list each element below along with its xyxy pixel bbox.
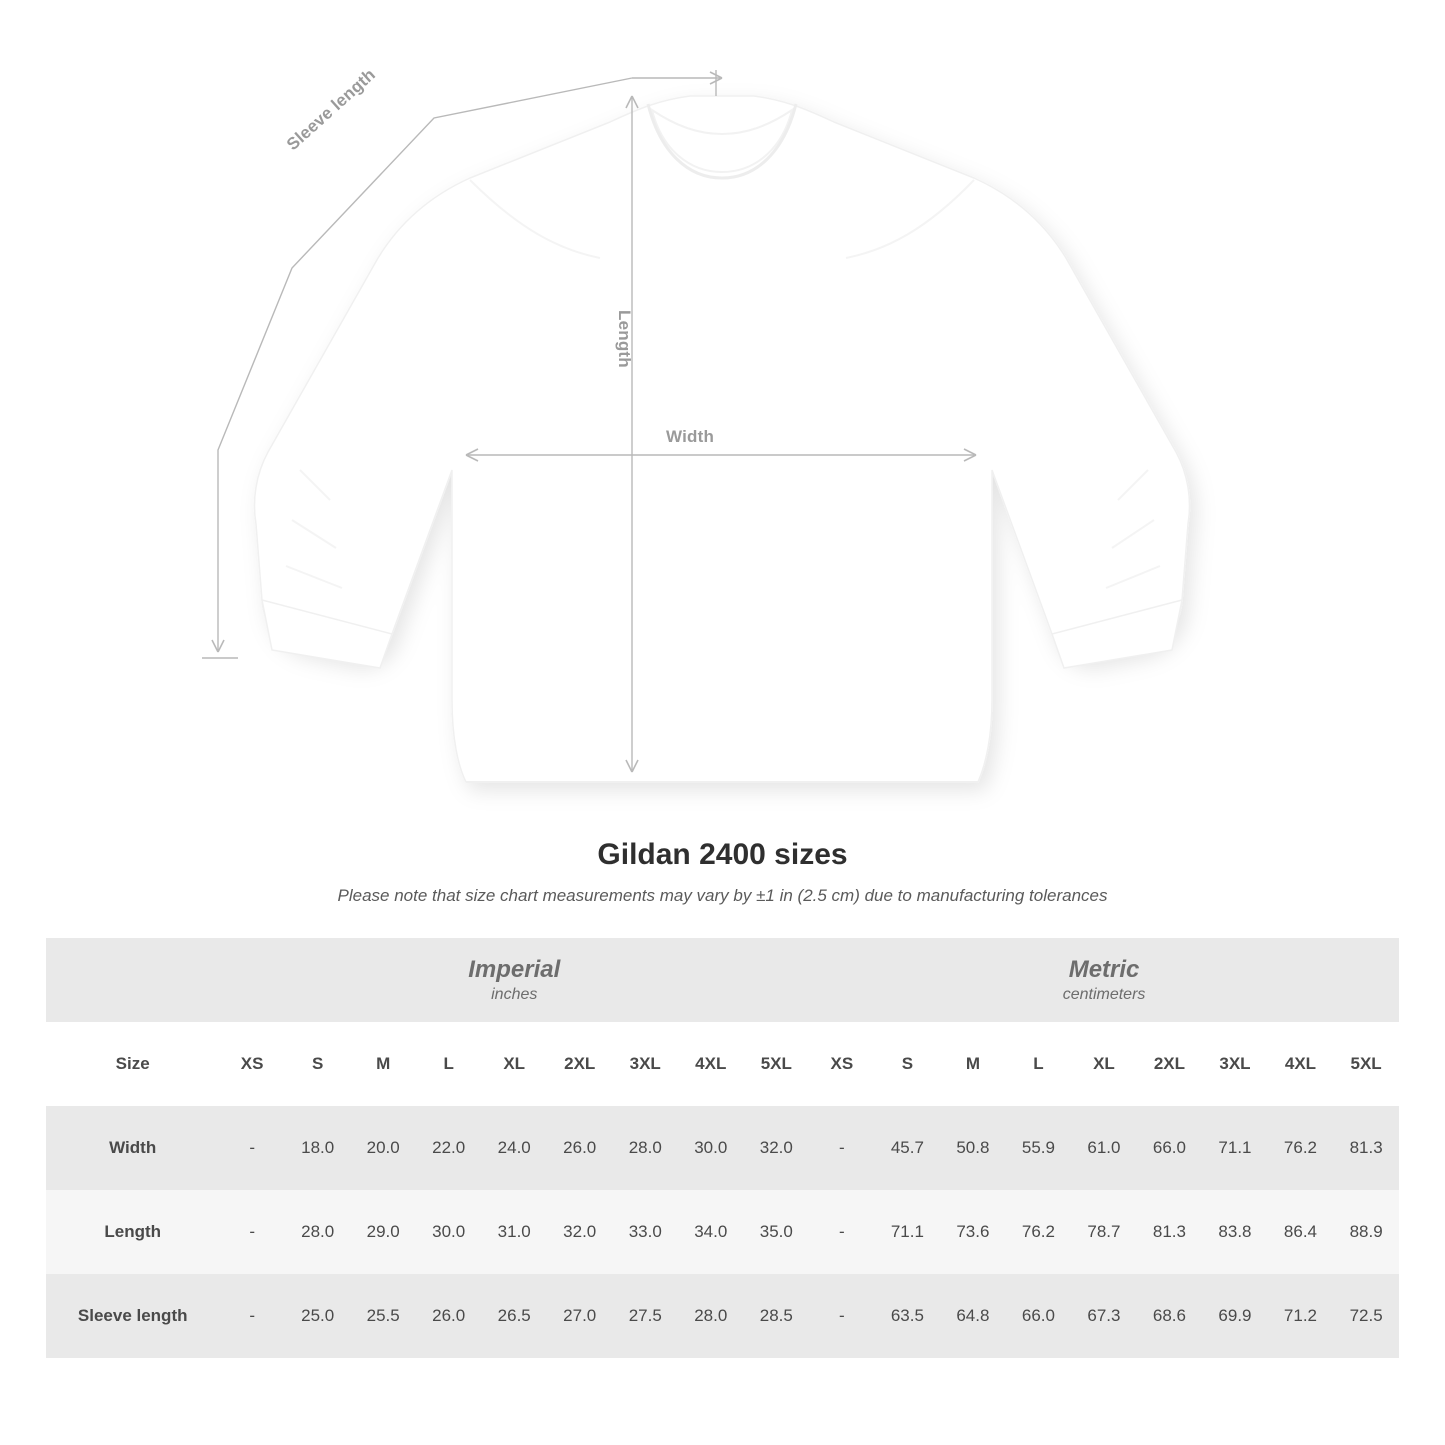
cell-length-xl-cm: 78.7 — [1071, 1190, 1137, 1274]
imperial-sublabel: inches — [491, 985, 538, 1003]
col-header-m-metric: M — [965, 1054, 980, 1073]
cell-length-s-in: 28.0 — [285, 1190, 351, 1274]
cell-length-3xl-in: 33.0 — [612, 1190, 678, 1274]
cell-sleeve-3xl-in: 27.5 — [612, 1274, 678, 1358]
cell-length-2xl-cm: 81.3 — [1137, 1190, 1203, 1274]
cell-length-l-cm: 76.2 — [1006, 1190, 1072, 1274]
metric-label: Metric — [1068, 956, 1140, 984]
col-header-l-imperial: L — [443, 1054, 454, 1073]
cell-sleeve-s-cm: 63.5 — [875, 1274, 941, 1358]
cell-sleeve-xl-cm: 67.3 — [1071, 1274, 1137, 1358]
cell-sleeve-5xl-in: 28.5 — [744, 1274, 810, 1358]
page-title: Gildan 2400 sizes — [597, 838, 848, 871]
cell-sleeve-xl-in: 26.5 — [481, 1274, 547, 1358]
cell-sleeve-xs-cm: - — [809, 1274, 875, 1358]
cell-sleeve-3xl-cm: 69.9 — [1202, 1274, 1268, 1358]
col-header-4xl-imperial: 4XL — [695, 1054, 727, 1073]
col-header-2xl-metric: 2XL — [1153, 1054, 1186, 1073]
cell-width-xl-in: 24.0 — [481, 1106, 547, 1190]
title-block — [0, 838, 1445, 906]
row-label-width: Width — [46, 1106, 219, 1190]
length-dimension-label: Length — [615, 310, 634, 368]
cell-length-4xl-cm: 86.4 — [1268, 1190, 1334, 1274]
cell-width-l-cm: 55.9 — [1006, 1106, 1072, 1190]
cell-width-l-in: 22.0 — [416, 1106, 482, 1190]
cell-length-l-in: 30.0 — [416, 1190, 482, 1274]
table-row-length — [46, 1190, 1399, 1274]
col-header-xl-imperial: XL — [503, 1054, 526, 1073]
cell-width-3xl-cm: 71.1 — [1202, 1106, 1268, 1190]
cell-width-5xl-cm: 81.3 — [1333, 1106, 1399, 1190]
col-header-xs-metric: XS — [830, 1054, 854, 1073]
size-table — [46, 938, 1399, 1358]
unit-group-imperial — [219, 938, 809, 1022]
cell-sleeve-5xl-cm: 72.5 — [1333, 1274, 1399, 1358]
cell-width-xs-in: - — [219, 1106, 285, 1190]
cell-width-3xl-in: 28.0 — [612, 1106, 678, 1190]
table-row-sleeve-length — [46, 1274, 1399, 1358]
row-label-sleeve-length: Sleeve length — [46, 1274, 219, 1358]
cell-width-5xl-in: 32.0 — [744, 1106, 810, 1190]
col-header-xs-imperial: XS — [240, 1054, 264, 1073]
cell-length-xs-cm: - — [809, 1190, 875, 1274]
size-table-wrapper — [46, 938, 1399, 1358]
cell-length-4xl-in: 34.0 — [678, 1190, 744, 1274]
row-label-length: Length — [46, 1190, 219, 1274]
imperial-label: Imperial — [468, 956, 561, 984]
tolerance-note: Please note that size chart measurements may vary by ±1 in (2.5 cm) due to manufacturing tolerances — [337, 886, 1108, 905]
cell-sleeve-4xl-cm: 71.2 — [1268, 1274, 1334, 1358]
cell-sleeve-xs-in: - — [219, 1274, 285, 1358]
col-header-2xl-imperial: 2XL — [564, 1054, 596, 1073]
cell-width-xl-cm: 61.0 — [1071, 1106, 1137, 1190]
cell-width-m-cm: 50.8 — [940, 1106, 1006, 1190]
col-header-3xl-metric: 3XL — [1219, 1054, 1251, 1073]
cell-width-xs-cm: - — [809, 1106, 875, 1190]
cell-sleeve-m-in: 25.5 — [350, 1274, 416, 1358]
cell-width-2xl-cm: 66.0 — [1137, 1106, 1203, 1190]
cell-length-m-in: 29.0 — [350, 1190, 416, 1274]
col-header-5xl-metric: 5XL — [1350, 1054, 1382, 1073]
cell-sleeve-2xl-cm: 68.6 — [1137, 1274, 1203, 1358]
unit-group-row — [46, 938, 1399, 1022]
cell-width-4xl-cm: 76.2 — [1268, 1106, 1334, 1190]
cell-sleeve-l-in: 26.0 — [416, 1274, 482, 1358]
cell-sleeve-2xl-in: 27.0 — [547, 1274, 613, 1358]
cell-length-xs-in: - — [219, 1190, 285, 1274]
col-header-3xl-imperial: 3XL — [629, 1054, 661, 1073]
col-header-l-metric: L — [1033, 1054, 1044, 1073]
col-header-s-imperial: S — [311, 1054, 324, 1073]
metric-sublabel: centimeters — [1062, 985, 1146, 1003]
cell-sleeve-s-in: 25.0 — [285, 1274, 351, 1358]
cell-width-4xl-in: 30.0 — [678, 1106, 744, 1190]
cell-width-2xl-in: 26.0 — [547, 1106, 613, 1190]
cell-length-5xl-in: 35.0 — [744, 1190, 810, 1274]
cell-width-s-cm: 45.7 — [875, 1106, 941, 1190]
width-dimension-label: Width — [666, 427, 715, 446]
col-header-5xl-imperial: 5XL — [760, 1054, 792, 1073]
col-header-s-metric: S — [901, 1054, 914, 1073]
col-header-m-imperial: M — [376, 1054, 391, 1073]
cell-width-m-in: 20.0 — [350, 1106, 416, 1190]
table-row-width — [46, 1106, 1399, 1190]
unit-group-empty — [46, 938, 219, 1022]
cell-length-2xl-in: 32.0 — [547, 1190, 613, 1274]
cell-length-xl-in: 31.0 — [481, 1190, 547, 1274]
cell-length-m-cm: 73.6 — [940, 1190, 1006, 1274]
sleeve-length-dimension-label: Sleeve length — [283, 64, 380, 155]
cell-sleeve-4xl-in: 28.0 — [678, 1274, 744, 1358]
cell-length-s-cm: 71.1 — [875, 1190, 941, 1274]
col-header-xl-metric: XL — [1093, 1054, 1115, 1073]
unit-group-metric — [809, 938, 1399, 1022]
cell-sleeve-l-cm: 66.0 — [1006, 1274, 1072, 1358]
table-header-row — [46, 1022, 1399, 1106]
cell-sleeve-m-cm: 64.8 — [940, 1274, 1006, 1358]
col-header-4xl-metric: 4XL — [1284, 1054, 1317, 1073]
cell-length-5xl-cm: 88.9 — [1333, 1190, 1399, 1274]
cell-length-3xl-cm: 83.8 — [1202, 1190, 1268, 1274]
size-header: Size — [115, 1054, 150, 1073]
cell-width-s-in: 18.0 — [285, 1106, 351, 1190]
